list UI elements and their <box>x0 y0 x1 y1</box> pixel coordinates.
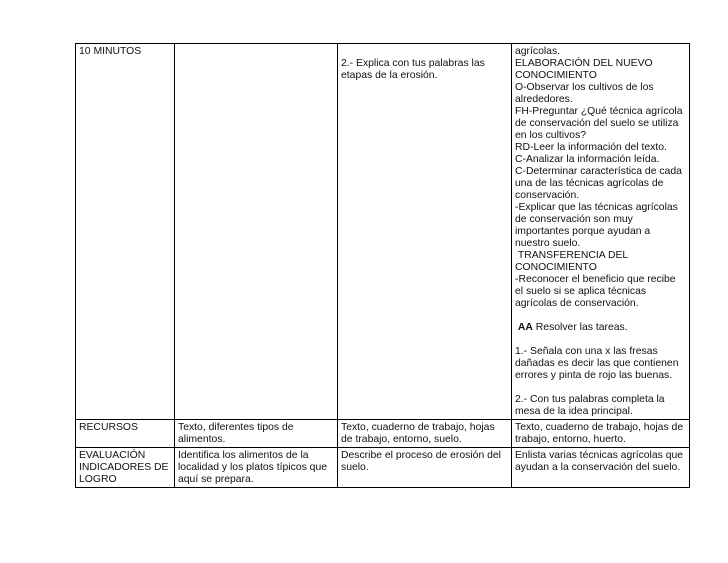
evaluacion-cell: Enlista varias técnicas agrícolas que ayudan a la conservación del suelo. <box>512 448 690 488</box>
empty-cell <box>175 44 338 420</box>
procedure-line: -Explicar que las técnicas agrícolas de conservación son muy importantes porque ayudan a nuestro suelo. <box>515 202 678 249</box>
aa-text: Resolver las tareas. <box>532 322 628 333</box>
evaluacion-cell: Identifica los alimentos de la localidad y los platos típicos que aquí se prepara. <box>175 448 338 488</box>
procedure-line: C-Determinar característica de cada una de las técnicas agrícolas de conservación. <box>515 166 682 201</box>
task-line: 1.- Señala con una x las fresas dañadas es decir las que contienen errores y pinta de rojo las buenas. <box>515 346 679 381</box>
procedure-line: FH-Preguntar ¿Qué técnica agrícola de conservación del suelo se utiliza en los cultivos? <box>515 106 683 141</box>
lesson-plan-table <box>75 43 690 488</box>
recursos-cell: Texto, cuaderno de trabajo, hojas de trabajo, entorno, suelo. <box>338 420 512 448</box>
procedure-line: -Reconocer el beneficio que recibe el suelo si se aplica técnicas agrícolas de conservación. <box>515 274 676 309</box>
aa-label: AA <box>517 322 533 333</box>
recursos-cell: Texto, cuaderno de trabajo, hojas de trabajo, entorno, huerto. <box>512 420 690 448</box>
section-heading: TRANSFERENCIA DEL CONOCIMIENTO <box>515 250 631 273</box>
section-heading: ELABORACIÓN DEL NUEVO CONOCIMIENTO <box>515 58 653 81</box>
recursos-row <box>76 420 690 448</box>
activity-row <box>76 44 690 420</box>
activity-text: 2.- Explica con tus palabras las etapas de la erosión. <box>341 58 485 81</box>
homework-line <box>515 322 685 334</box>
activity-cell <box>338 44 512 420</box>
recursos-label: RECURSOS <box>76 420 175 448</box>
procedure-line: agrícolas. <box>515 46 561 57</box>
procedure-line: O-Observar los cultivos de los alrededores. <box>515 82 654 105</box>
procedure-cell <box>512 44 690 420</box>
evaluacion-cell: Describe el proceso de erosión del suelo. <box>338 448 512 488</box>
task-line: 2.- Con tus palabras completa la mesa de la idea principal. <box>515 394 665 417</box>
recursos-cell: Texto, diferentes tipos de alimentos. <box>175 420 338 448</box>
procedure-line: RD-Leer la información del texto. <box>515 142 667 153</box>
evaluacion-label: EVALUACIÓN INDICADORES DE LOGRO <box>76 448 175 488</box>
evaluacion-row <box>76 448 690 488</box>
time-cell: 10 MINUTOS <box>76 44 175 420</box>
procedure-line: C-Analizar la información leída. <box>515 154 660 165</box>
